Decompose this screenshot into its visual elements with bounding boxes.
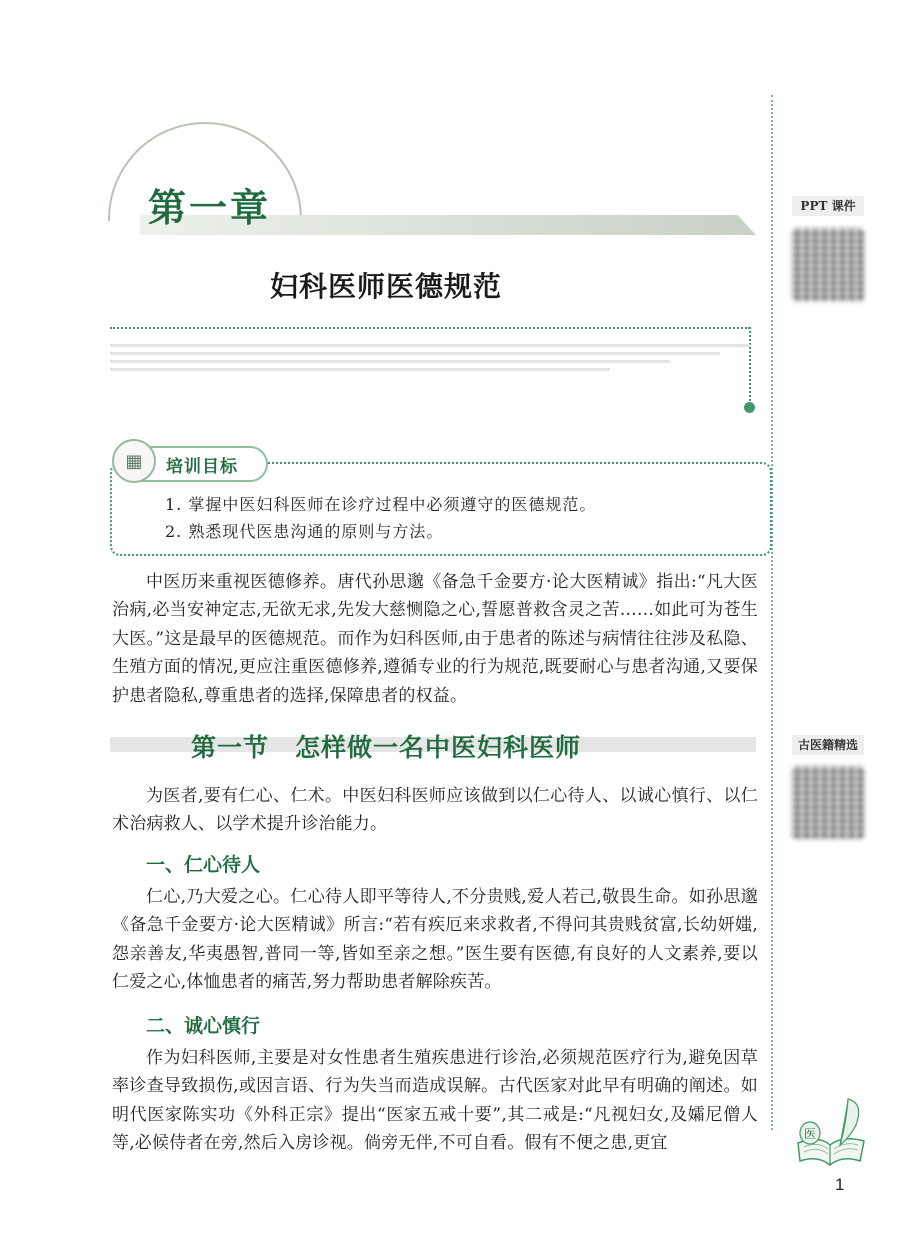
classics-label: 古医籍精选 <box>792 735 864 755</box>
stripe-line <box>110 352 720 355</box>
objective-item: 2. 熟悉现代医患沟通的原则与方法。 <box>165 522 444 541</box>
logo-char: 医 <box>803 1127 817 1141</box>
chapter-label: 第一章 <box>148 185 272 230</box>
ppt-label: PPT 课件 <box>792 196 864 216</box>
section-intro: 为医者,要有仁心、仁术。中医妇科医师应该做到以仁心待人、以诚心慎行、以仁术治病救人、以学术提升诊治能力。 <box>112 786 758 835</box>
section-title: 第一节 怎样做一名中医妇科医师 <box>190 733 581 762</box>
ppt-qr-code[interactable] <box>791 228 865 302</box>
subsection-heading: 一、仁心待人 <box>146 854 261 876</box>
intro-paragraph: 中医历来重视医德修养。唐代孙思邈《备急千金要方·论大医精诚》指出:“凡大医治病,必当安神定志,无欲无求,先发大慈恻隐之心,誓愿普救含灵之苦……如此可为苍生大医。”这是最早的医德规范。而作为妇科医师,由于患者的陈述与病情往往涉及私隐、生殖方面的情况,更应注重医德修养,遵循专业的行为规范,既要耐心与患者沟通,又要保护患者隐私,尊重患者的选择,保障患者的权益。 <box>112 572 758 706</box>
stripe-line <box>110 368 610 371</box>
page-number: 1 <box>835 1175 845 1194</box>
book-quill-icon <box>790 1095 870 1170</box>
stripe-line <box>110 344 750 347</box>
objective-item: 1. 掌握中医妇科医师在诊疗过程中必须遵守的医德规范。 <box>165 495 597 514</box>
margin-divider <box>771 95 773 1130</box>
chart-board-icon: ▦ <box>112 439 156 483</box>
training-label: 培训目标 <box>166 457 238 477</box>
classics-qr-code[interactable] <box>791 766 865 840</box>
dotted-rule-vertical <box>749 327 751 405</box>
subsection-text: 作为妇科医师,主要是对女性患者生殖疾患进行诊治,必须规范医疗行为,避免因草率诊查导致损伤,或因言语、行为失当而造成误解。古代医家对此早有明确的阐述。如明代医家陈实功《外科正宗》提出“医家五戒十要”,其二戒是:“凡视妇女,及孀尼僧人等,必候侍者在旁,然后入房诊视。倘旁无伴,不可自看。假有不便之患,更宜 <box>112 1048 758 1154</box>
subsection-heading: 二、诚心慎行 <box>146 1015 261 1037</box>
subsection-text: 仁心,乃大爱之心。仁心待人即平等待人,不分贵贱,爱人若己,敬畏生命。如孙思邈《备急千金要方·论大医精诚》所言:“若有疾厄来求救者,不得问其贵贱贫富,长幼妍媸,怨亲善友,华夷愚智,普同一等,皆如至亲之想。”医生要有医德,有良好的人文素养,要以仁爱之心,体恤患者的痛苦,努力帮助患者解除疾苦。 <box>112 887 758 993</box>
stripe-line <box>110 360 670 363</box>
chapter-title: 妇科医师医德规范 <box>269 270 502 303</box>
dotted-rule-end-dot <box>744 402 755 413</box>
dotted-rule <box>110 327 750 329</box>
